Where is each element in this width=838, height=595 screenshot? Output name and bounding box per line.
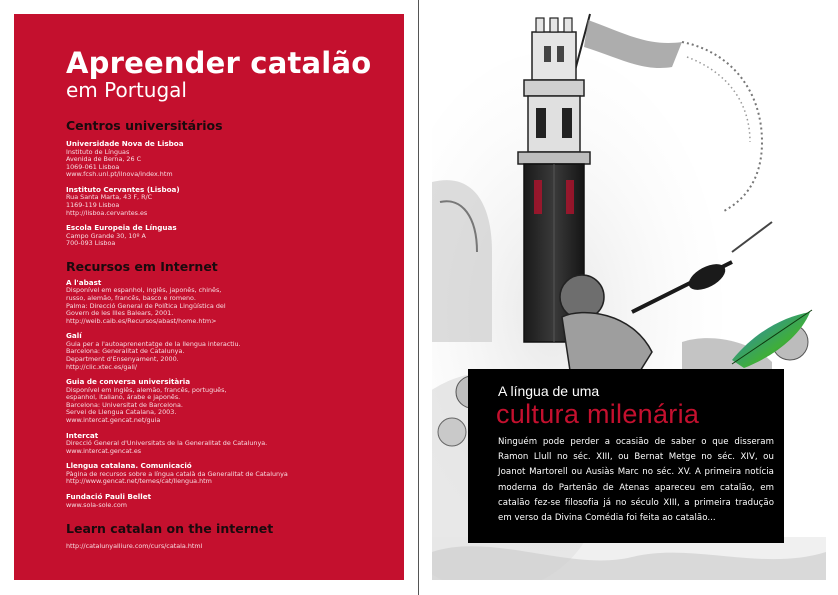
resource-entry (66, 224, 404, 248)
entry-line[interactable]: www.intercat.gencat.es (66, 446, 142, 455)
section-heading-centros: Centros universitários (66, 118, 223, 133)
entry-line: Guia per a l'autoaprenentatge de la llengua interactiu. (66, 339, 241, 348)
entry-line[interactable]: www.fcsh.unl.pt/ilnova/index.htm (66, 170, 173, 179)
entry-name: Guia de conversa universitària (66, 377, 191, 387)
entry-line: Campo Grande 30, 10º A (66, 231, 146, 240)
entry-line: Instituto de Línguas (66, 147, 130, 156)
tower-merlon (564, 18, 572, 32)
entry-line: espanhol, italiano, árabe e japonês. (66, 393, 181, 402)
brochure-subtitle: em Portugal (66, 78, 187, 102)
black-text-box (468, 369, 784, 543)
resource-entry (66, 140, 404, 179)
tower-window (536, 108, 546, 138)
entry-line[interactable]: http://clic.xtec.es/gali/ (66, 362, 138, 371)
right-page (420, 0, 838, 595)
centros-list (66, 140, 404, 248)
entry-name: A l'abast (66, 277, 102, 287)
resource-entry (66, 432, 404, 456)
brochure-title: Apreender catalão (66, 46, 372, 80)
entry-line: Barcelona: Generalitat de Catalunya. (66, 347, 185, 356)
tower-window-red (534, 180, 542, 214)
entry-line: 1069-061 Lisboa (66, 162, 120, 171)
entry-name: Llengua catalana. Comunicació (66, 461, 192, 471)
box-kicker: A língua de uma (498, 383, 600, 399)
tower-window-red (566, 180, 574, 214)
medieval-illustration (432, 12, 826, 580)
box-heading: cultura milenária (496, 399, 700, 429)
entry-line[interactable]: http://lisboa.cervantes.es (66, 208, 148, 217)
entry-line: Disponível em espanhol, inglês, japonês, chinês, (66, 286, 222, 295)
resource-entry (66, 378, 404, 424)
entry-line: Palma: Direcció General de Política Lingüística del (66, 301, 226, 310)
entry-line[interactable]: www.intercat.gencat.net/guia (66, 416, 161, 425)
entry-line[interactable]: http://www.gencat.net/temes/cat/llengua.htm (66, 477, 212, 486)
entry-name: Galí (66, 331, 82, 341)
left-arch (432, 180, 492, 342)
entry-line: Avenida de Berna, 26 C (66, 155, 142, 164)
tower-window (544, 46, 551, 62)
flag-banner (584, 20, 682, 68)
entry-name: Universidade Nova de Lisboa (66, 139, 184, 148)
entry-name: Instituto Cervantes (Lisboa) (66, 184, 180, 194)
section-heading-recursos: Recursos em Internet (66, 258, 218, 274)
box-body-text: Ninguém pode perder a ocasião de saber o que disseram Ramon Llull no séc. XIII, ou Bernat Metge no séc. XIV, ou Joanot Martorell ou Ausiàs Marc no séc. XV. A primeira notícia moderna do Partenão de Atenas apareceu em catalão, em catalão fez-se filosofia já no século XIII, a primeira tradução em verso da Divina Comédia foi feita ao catalão... (498, 437, 774, 524)
tower-window (562, 108, 572, 138)
entry-line: russo, alemão, francês, basco e romeno. (66, 293, 196, 302)
tower-merlon (536, 18, 544, 32)
resource-entry (66, 186, 404, 217)
resource-entry (66, 462, 404, 486)
entry-line: 700-093 Lisboa (66, 239, 116, 248)
entry-line[interactable]: www.sola-sole.com (66, 500, 127, 509)
entry-line: Disponível em inglês, alemão, francês, português, (66, 385, 227, 394)
entry-line: Department d'Ensenyament, 2000. (66, 355, 179, 363)
entry-line: Pàgina de recursos sobre a língua català da Generalitat de Catalunya (66, 469, 288, 478)
crowd-figure (438, 418, 466, 446)
tower-ledge (518, 152, 590, 164)
tower-top (532, 32, 576, 80)
entry-line: Direcció General d'Universitats de la Generalitat de Catalunya. (66, 439, 268, 448)
entry-line: Barcelona: Universitat de Barcelona. (66, 400, 183, 409)
entry-line: Govern de les Illes Balears, 2001. (66, 309, 174, 318)
tower-merlon (550, 18, 558, 32)
entry-name: Intercat (66, 430, 99, 440)
entry-line[interactable]: http://weib.caib.es/Recursos/abast/home.htm> (66, 316, 217, 325)
entry-line: Servei de Llengua Catalana, 2003. (66, 408, 177, 417)
red-panel (14, 14, 404, 580)
tower-ledge (524, 80, 584, 96)
script-swirl-inner (687, 57, 750, 142)
resource-entry (66, 279, 404, 325)
entry-line: 1169-119 Lisboa (66, 200, 120, 209)
tower-middle (528, 96, 580, 152)
resource-entry (66, 332, 404, 371)
tower-window (557, 46, 564, 62)
entry-name: Fundació Pauli Bellet (66, 492, 152, 502)
resource-entry (66, 493, 404, 509)
learn-url-link[interactable]: http://catalunyalliure.com/curs/catala.html (66, 542, 203, 551)
entry-name: Escola Europeia de Línguas (66, 223, 177, 233)
entry-line: Rua Santa Marta, 43 F, R/C (66, 193, 153, 202)
spear (732, 222, 772, 252)
section-heading-learn: Learn catalan on the internet (66, 521, 274, 537)
recursos-list (66, 279, 404, 509)
